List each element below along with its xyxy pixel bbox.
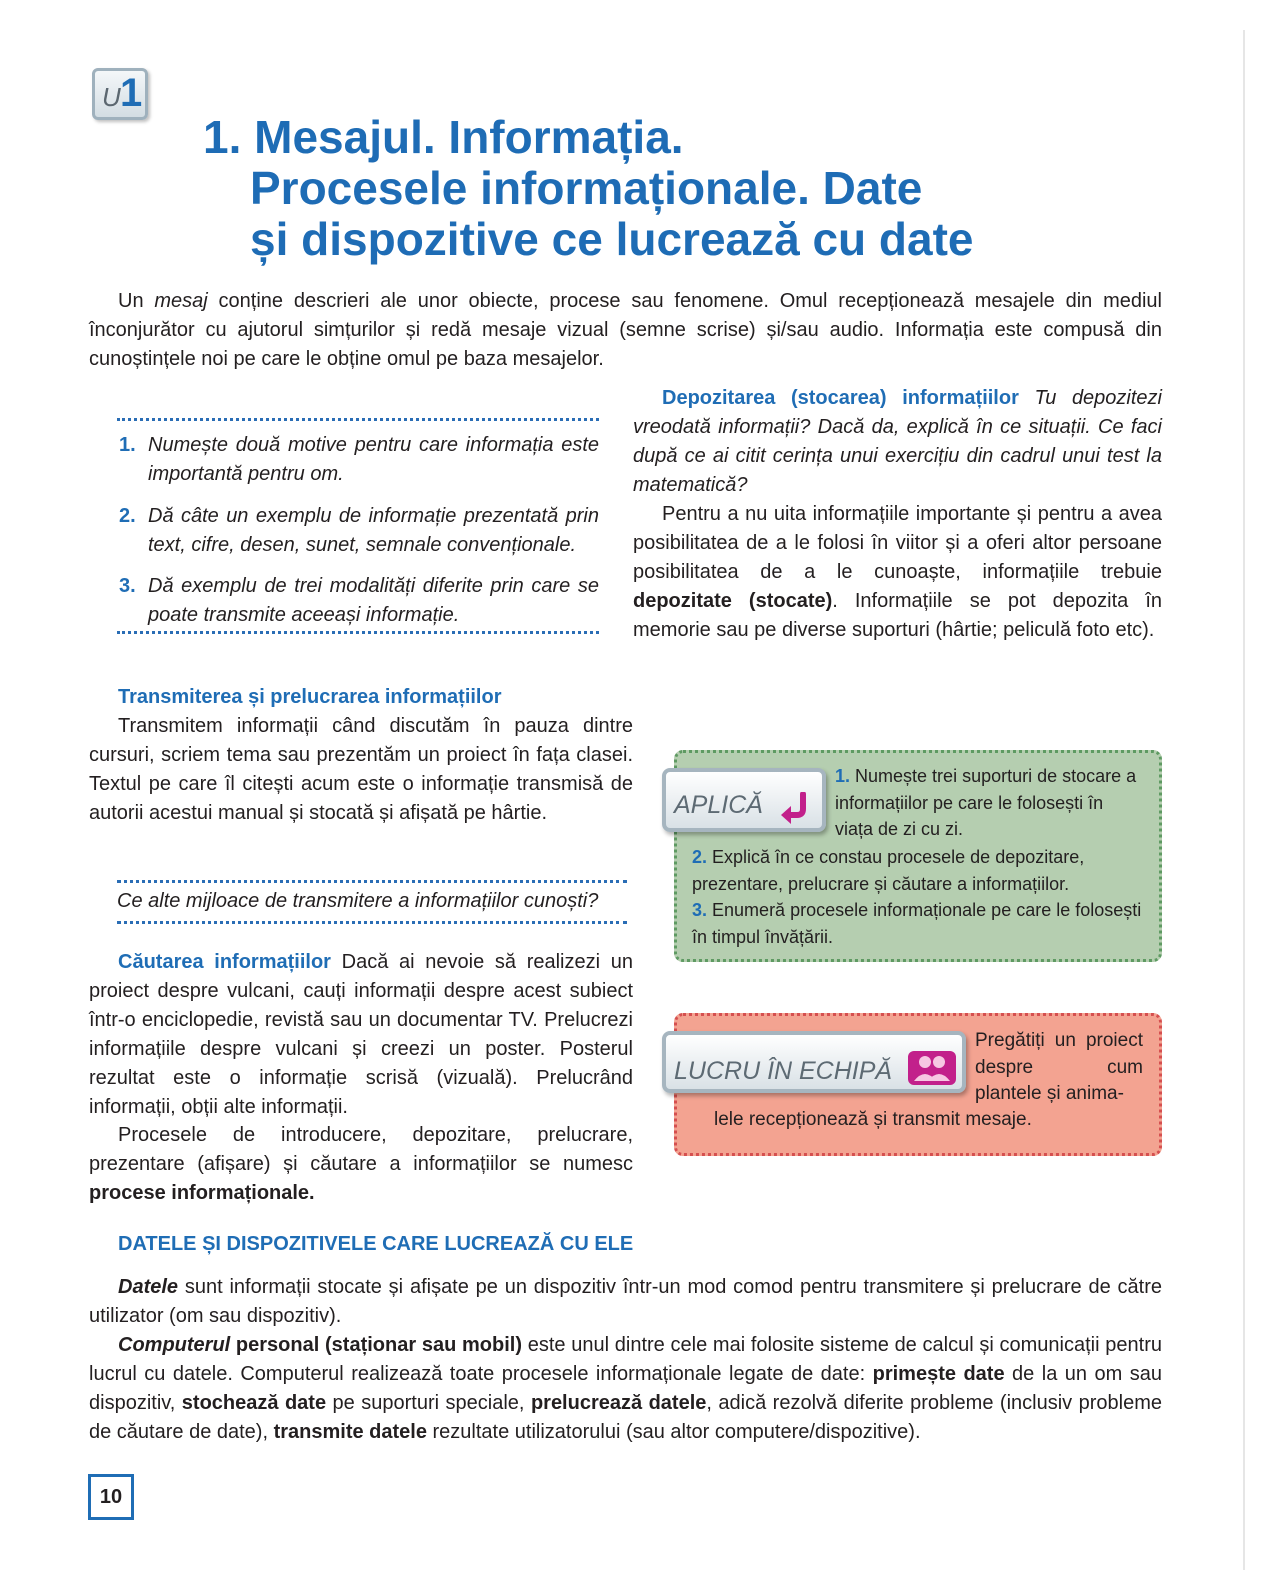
team-text-top: Pregătiți un proiect despre cum plantele și anima- — [975, 1030, 1143, 1104]
return-arrow-icon — [779, 792, 815, 824]
processes-term: procese informaționale. — [89, 1182, 315, 1204]
storage-text-1: Pentru a nu uita informațiile importante și pentru a avea posibilitatea de a le folosi în viitor și a oferi altor persoane posibilitatea de a le cunoaște, informațiile trebuie — [633, 503, 1162, 583]
question-item — [119, 572, 599, 630]
storage-question: Tu depozitezi vreodată informații? Dacă da, explică în ce situații. Ce faci după ce ai citit cerința unui exercițiu din cadrul unui test la matematică? — [633, 387, 1162, 496]
computer-text-1: este unul dintre cele mai folosite sisteme de calcul și comunicații pentru lucrul cu datele. Computerul realizează toate procesele informaționale legate de date: — [89, 1334, 1162, 1385]
computer-term: Computerul — [118, 1334, 231, 1356]
apply-item-number: 3. — [692, 900, 708, 920]
apply-item-text: Numește trei suporturi de stocare a informațiilor pe care le folosești în viața de zi cu zi. — [835, 766, 1137, 839]
search-paragraph — [89, 948, 633, 1122]
apply-item-1 — [835, 763, 1145, 843]
computer-text-4: , adică rezolvă diferite probleme (inclusiv probleme de căutare de date), — [89, 1392, 1162, 1443]
title-line-3: și dispozitive ce lucrează cu date — [250, 213, 974, 265]
question-text: Dă exemplu de trei modalități diferite prin care se poate transmite aceeași informație. — [148, 575, 599, 626]
apply-label: APLICĂ — [674, 791, 763, 819]
apply-item-text: Explică în ce constau procesele de depozitare, prezentare, prelucrare și căutare a informațiilor. — [692, 847, 1085, 894]
team-label: LUCRU ÎN ECHIPĂ — [674, 1057, 893, 1085]
question-text: Dă câte un exemplu de informație prezentată prin text, cifre, desen, sunet, semnale convenționale. — [148, 505, 599, 556]
intro-text-1: Un — [118, 290, 155, 312]
page-title — [203, 112, 974, 265]
question-number: 1. — [119, 434, 136, 456]
processes-text: Procesele de introducere, depozitare, prelucrare, prezentare (afișare) și căutare a informațiilor se numesc — [89, 1124, 633, 1175]
data-paragraph-1 — [89, 1273, 1162, 1331]
storage-text — [633, 500, 1162, 645]
storage-term: depozitate (stocate) — [633, 590, 833, 612]
computer-text-2: de la un om sau dispozitiv, — [89, 1363, 1162, 1414]
data-paragraph-2 — [89, 1331, 1162, 1447]
search-heading: Căutarea informațiilor — [118, 951, 331, 973]
intro-term-mesaj: mesaj — [154, 290, 208, 312]
storage-paragraph — [633, 384, 1162, 500]
processes-paragraph — [89, 1121, 633, 1208]
data-term: Datele — [118, 1276, 179, 1298]
apply-item-3 — [692, 897, 1145, 950]
team-tag — [662, 1031, 966, 1093]
transmission-question: Ce alte mijloace de transmitere a informațiilor cunoști? — [117, 890, 599, 912]
data-definition: sunt informații stocate și afișate pe un dispozitiv într-un mod comod pentru transmitere și prelucrare de către utilizator (om sau dispozitiv). — [89, 1276, 1162, 1327]
title-line-2: Procesele informaționale. Date — [250, 162, 923, 214]
question-item — [119, 431, 599, 489]
question-text: Numește două motive pentru care informația este importantă pentru om. — [148, 434, 599, 485]
transmission-text: Transmitem informații când discutăm în pauza dintre cursuri, scriem tema sau prezentăm un proiect în fața clasei. Textul pe care îl citești acum este o informație transmisă de autorii acestui manual și stocată și afișată pe hârtie. — [89, 715, 633, 824]
computer-bold-1: primește date — [872, 1363, 1005, 1385]
storage-heading: Depozitarea (stocarea) informațiilor — [662, 387, 1019, 409]
intro-text-2: conține descrieri ale unor obiecte, procese sau fenomene. Omul recepționează mesajele din mediul înconjurător cu ajutorul simțurilor și redă mesaje vizual (semne scrise) și/sau audio. Informația este compusă din cunoștințele noi pe care le obține omul pe baza mesajelor. — [89, 290, 1162, 370]
intro-paragraph — [89, 287, 1162, 374]
unit-badge — [92, 68, 148, 120]
search-text: Dacă ai nevoie să realizezi un proiect despre vulcani, cauți informații despre acest subiect într-o enciclopedie, revistă sau un documentar TV. Prelucrezi informațiile despre vulcani și creezi un poster. Posterul rezultat este o informație scrisă (vizuală). Prelucrând informații, obții alte informații. — [89, 951, 633, 1118]
apply-tag — [662, 768, 826, 832]
question-box-2 — [117, 880, 627, 924]
unit-prefix: U — [102, 82, 121, 112]
question-item — [119, 502, 599, 560]
question-number: 2. — [119, 505, 136, 527]
computer-text-5: rezultate utilizatorului (sau altor computere/dispozitive). — [426, 1421, 921, 1443]
apply-item-2 — [692, 844, 1145, 897]
storage-text-2: . Informațiile se pot depozita în memorie sau pe diverse suporturi (hârtie; peliculă foto etc). — [633, 590, 1162, 641]
transmission-heading: Transmiterea și prelucrarea informațiilor — [118, 686, 502, 708]
apply-item-text: Enumeră procesele informaționale pe care le folosești în timpul învățării. — [692, 900, 1142, 947]
computer-bold-2: stochează date — [181, 1392, 327, 1414]
page-edge — [1243, 30, 1245, 1570]
apply-item-number: 1. — [835, 766, 851, 786]
team-text-bottom: lele recepționează și transmit mesaje. — [714, 1109, 1032, 1130]
computer-term-detail: personal (staționar sau mobil) — [230, 1334, 523, 1356]
page-number: 10 — [88, 1474, 134, 1520]
computer-bold-4: transmite datele — [273, 1421, 427, 1443]
unit-number: 1 — [120, 71, 143, 115]
question-number: 3. — [119, 575, 136, 597]
apply-item-number: 2. — [692, 847, 708, 867]
title-line-1: 1. Mesajul. Informația. — [203, 111, 684, 163]
questions-box — [117, 418, 599, 634]
computer-text-3: pe suporturi speciale, — [326, 1392, 531, 1414]
data-section-heading: DATELE ȘI DISPOZITIVELE CARE LUCREAZĂ CU ELE — [118, 1233, 634, 1255]
computer-bold-3: prelucrează datele — [530, 1392, 707, 1414]
people-icon — [908, 1051, 956, 1085]
